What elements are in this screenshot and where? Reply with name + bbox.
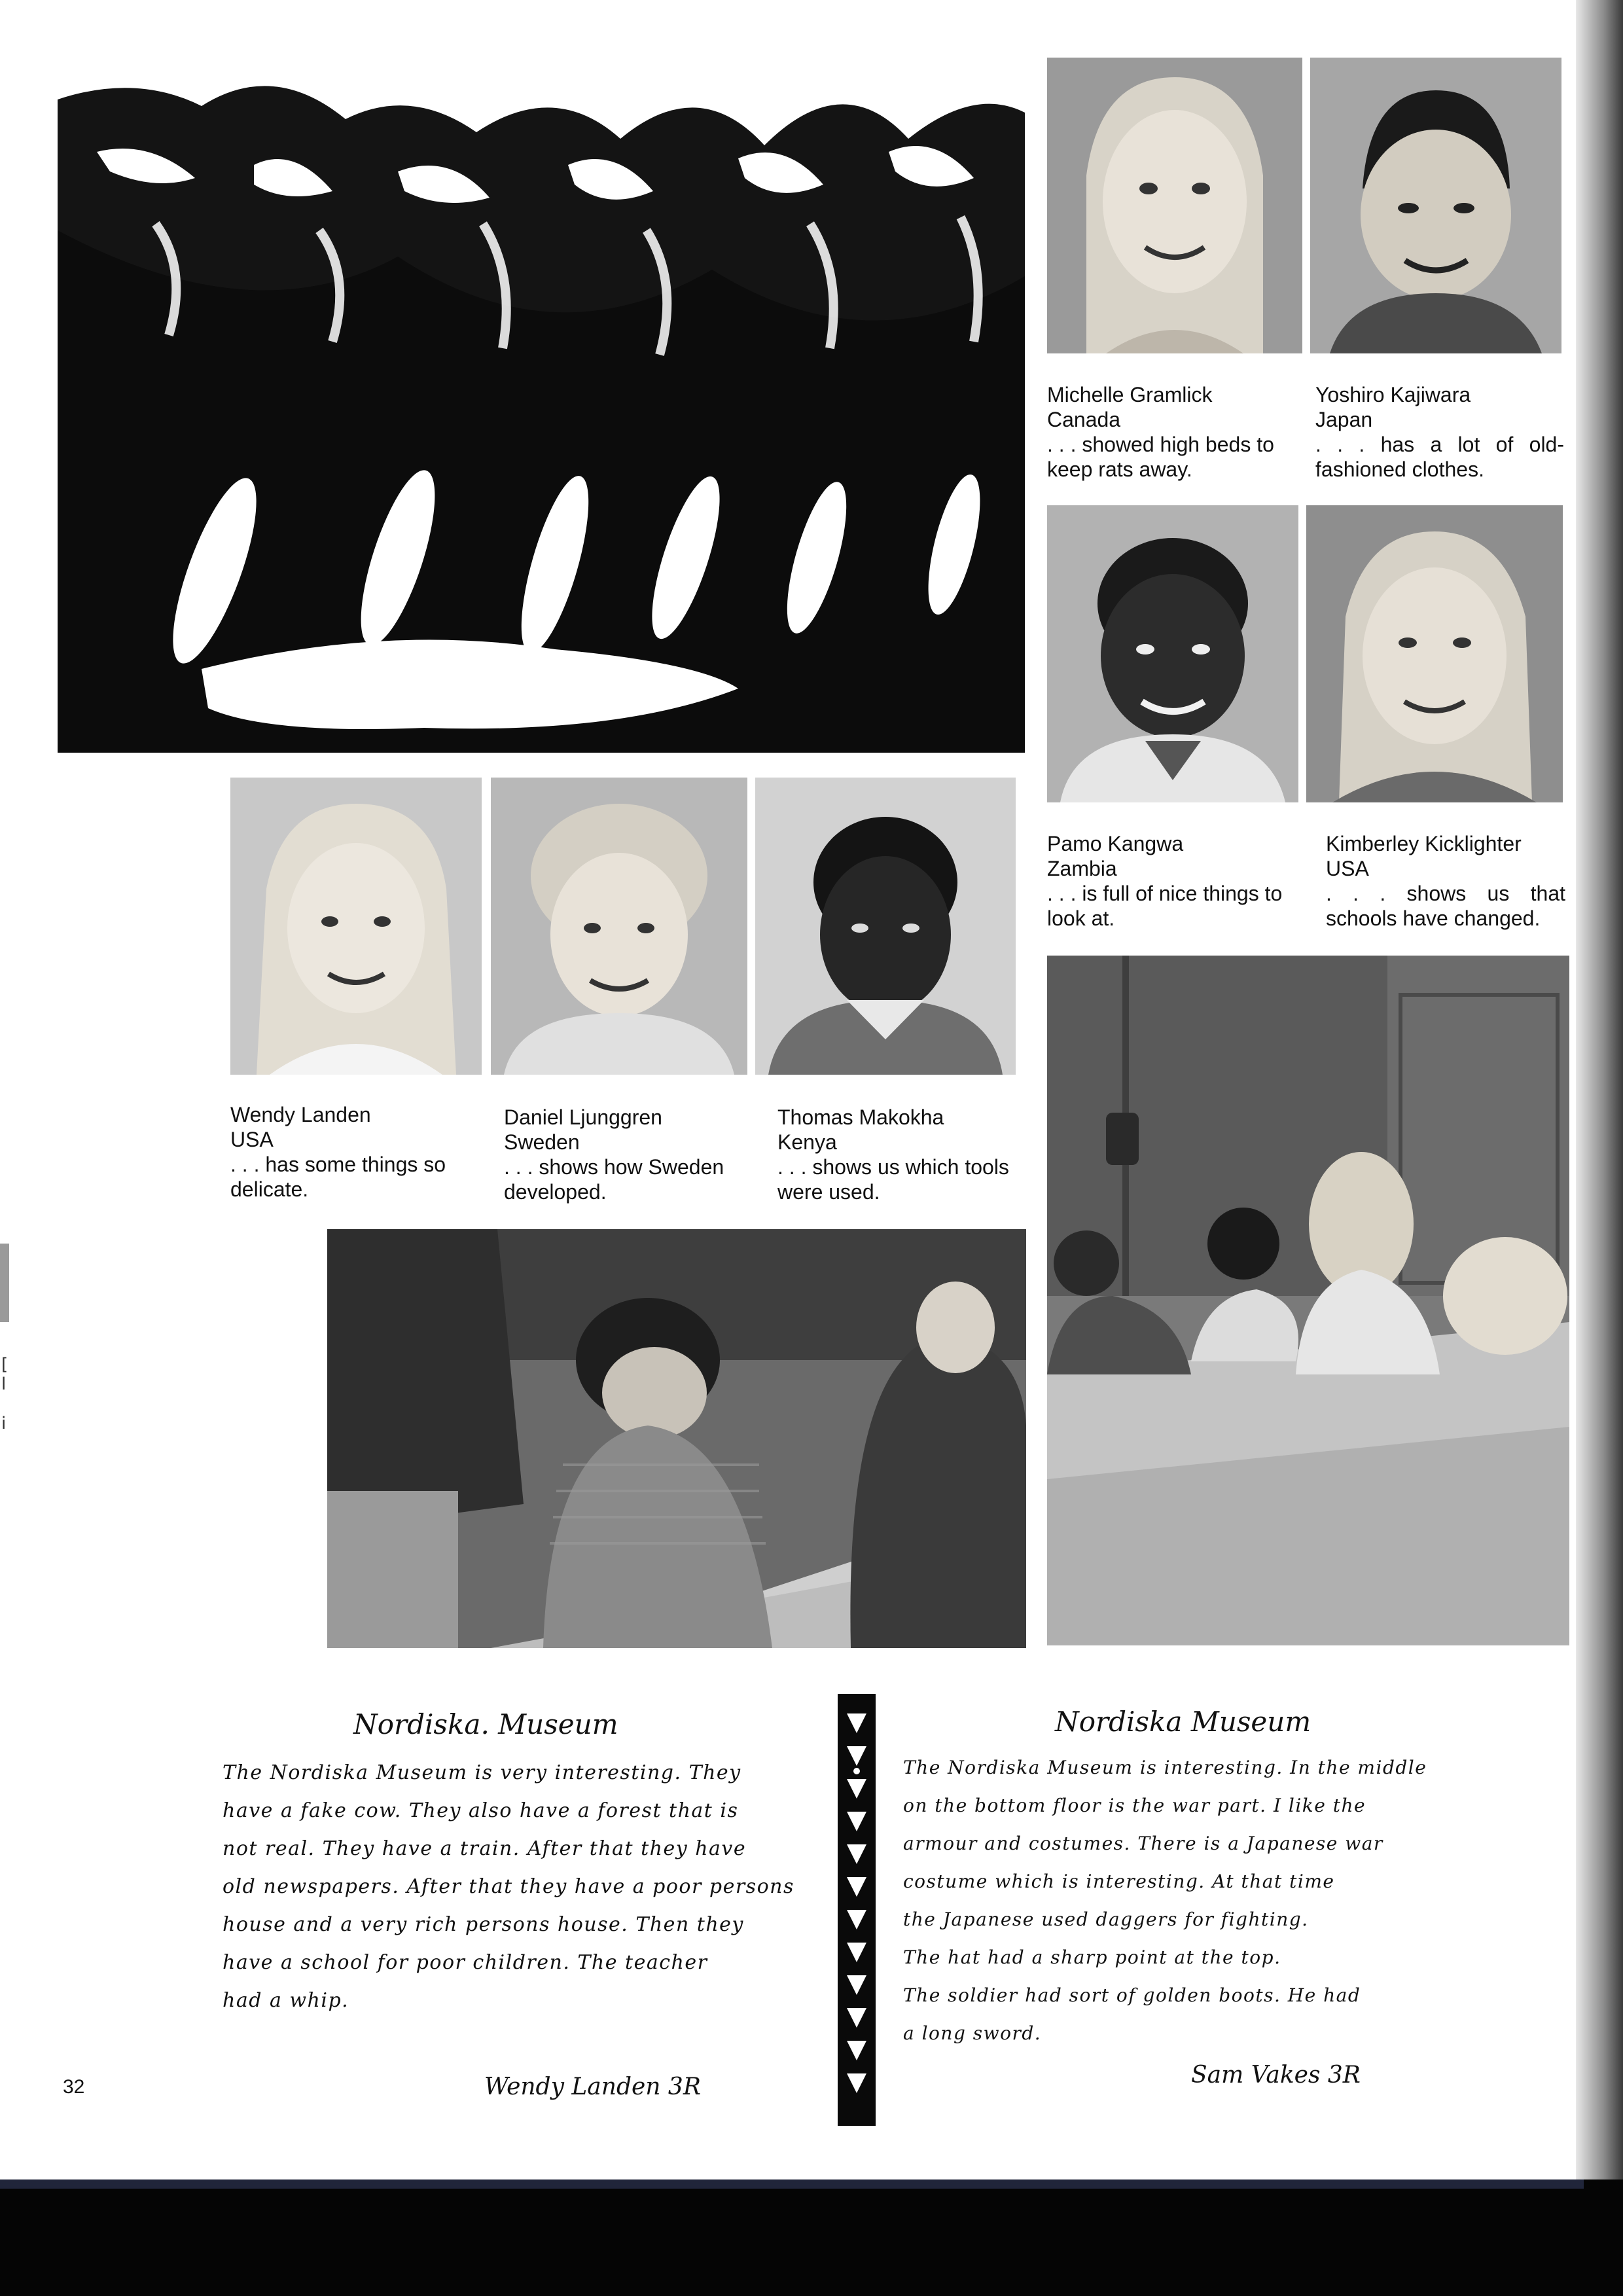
portrait-name: Daniel Ljunggren — [504, 1105, 662, 1129]
essay-line: had a whip. — [223, 1989, 349, 2012]
portrait-name: Thomas Makokha — [777, 1105, 944, 1129]
portrait-note: . . . has some things so delicate. — [230, 1153, 446, 1201]
portrait-note: . . . shows us which tools were used. — [777, 1155, 1009, 1204]
essay-line: on the bottom floor is the war part. I like the — [903, 1795, 1366, 1816]
portrait-photo-pamo — [1047, 505, 1298, 802]
portrait-photo-thomas — [755, 778, 1016, 1075]
portrait-country: Japan — [1315, 408, 1373, 431]
essay-title: Nordiska. Museum — [353, 1708, 618, 1740]
portrait-name: Michelle Gramlick — [1047, 383, 1213, 406]
classroom-photo-writing — [327, 1229, 1026, 1648]
portrait-country: Canada — [1047, 408, 1121, 431]
portrait-photo-yoshiro — [1310, 58, 1561, 353]
essay-line: The Nordiska Museum is interesting. In the middle — [903, 1757, 1427, 1778]
scan-bottom-band — [0, 2179, 1623, 2296]
portrait-note: . . . shows how Sweden developed. — [504, 1155, 724, 1204]
portrait-country: USA — [230, 1128, 274, 1151]
portrait-name: Pamo Kangwa — [1047, 832, 1184, 855]
portrait-caption-pamo — [1047, 831, 1302, 931]
essay-line: The Nordiska Museum is very interesting. They — [223, 1761, 741, 1784]
classroom-photo-resting — [1047, 956, 1569, 1645]
portrait-note: . . . is full of nice things to look at. — [1047, 882, 1283, 930]
essay-line: the Japanese used daggers for fighting. — [903, 1909, 1309, 1930]
essay-line: have a school for poor children. The teacher — [223, 1951, 708, 1974]
portrait-caption-wendy — [230, 1102, 486, 1202]
essay-body — [903, 1749, 1558, 2053]
portrait-caption-yoshiro — [1315, 382, 1564, 482]
essay-signature: Wendy Landen 3R — [484, 2073, 701, 2100]
portrait-name: Wendy Landen — [230, 1103, 371, 1126]
portrait-photo-kimberley — [1306, 505, 1563, 802]
essay-body — [223, 1754, 825, 2020]
portrait-country: Sweden — [504, 1130, 580, 1154]
portrait-country: USA — [1326, 857, 1369, 880]
essay-title: Nordiska Museum — [1055, 1706, 1311, 1738]
essay-line: not real. They have a train. After that they have — [223, 1837, 747, 1860]
portrait-photo-daniel — [491, 778, 747, 1075]
essay-line: a long sword. — [903, 2022, 1042, 2044]
left-margin-crop — [0, 1244, 9, 1322]
essay-line: armour and costumes. There is a Japanese war — [903, 1833, 1383, 1854]
portrait-photo-michelle — [1047, 58, 1302, 353]
tree-artwork — [58, 60, 1025, 753]
essay-line: old newspapers. After that they have a poor persons — [223, 1875, 794, 1898]
essay-signature: Sam Vakes 3R — [1191, 2062, 1361, 2089]
portrait-caption-thomas — [777, 1105, 1033, 1204]
portrait-caption-michelle — [1047, 382, 1302, 482]
decorative-divider — [838, 1694, 876, 2126]
essay-line: The hat had a sharp point at the top. — [903, 1946, 1281, 1968]
portrait-photo-wendy — [230, 778, 482, 1075]
portrait-name: Kimberley Kicklighter — [1326, 832, 1522, 855]
essay-line: house and a very rich persons house. Then they — [223, 1913, 744, 1936]
portrait-caption-daniel — [504, 1105, 759, 1204]
portrait-caption-kimberley — [1326, 831, 1565, 931]
portrait-note: . . . showed high beds to keep rats away. — [1047, 433, 1274, 481]
essay-line: costume which is interesting. At that time — [903, 1871, 1335, 1892]
essay-line: have a fake cow. They also have a forest that is — [223, 1799, 739, 1822]
portrait-name: Yoshiro Kajiwara — [1315, 383, 1471, 406]
page-number: 32 — [63, 2076, 85, 2098]
portrait-note: . . . shows us that schools have changed. — [1326, 882, 1565, 930]
page-edge — [1576, 0, 1623, 2179]
portrait-country: Zambia — [1047, 857, 1117, 880]
portrait-note: . . . has a lot of old-fashioned clothes. — [1315, 433, 1564, 481]
essay-line: The soldier had sort of golden boots. He had — [903, 1984, 1361, 2006]
portrait-country: Kenya — [777, 1130, 837, 1154]
